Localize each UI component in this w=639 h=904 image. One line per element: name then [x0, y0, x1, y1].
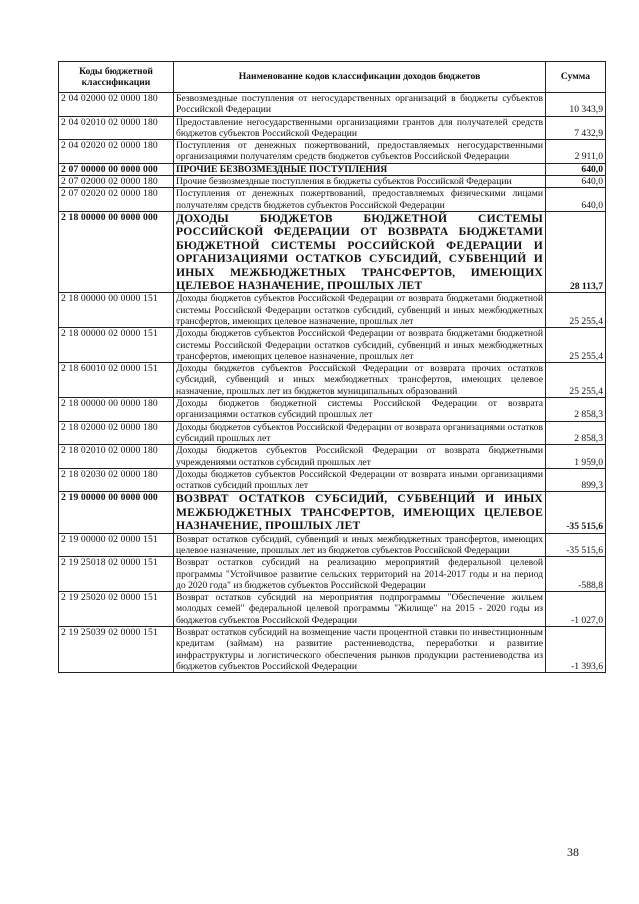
header-sum: Сумма	[546, 62, 606, 93]
row-sum: -35 515,6	[546, 533, 606, 557]
row-code: 2 04 02010 02 0000 180	[59, 116, 174, 140]
row-name: Возврат остатков субсидий на возмещение части процентной ставки по инвестиционным кредитам (займам) на развитие растениеводства, переработки и развитие инфраструктуры и логистического обеспечения рынков продукции растениеводства из бюджетов субъектов Российской Федерации	[174, 627, 546, 673]
row-code: 2 18 00000 00 0000 180	[59, 398, 174, 422]
row-name: Доходы бюджетов субъектов Российской Федерации от возврата прочих остатков субсидий, субвенций и иных межбюджетных трансфертов, имеющих целевое назначение, прошлых лет из бюджетов муниципальных образований	[174, 363, 546, 398]
row-name: Доходы бюджетов субъектов Российской Федерации от возврата бюджетами бюджетной системы Российской Федерации остатков субсидий, субвенций и иных межбюджетных трансфертов, имеющих целевое назначение, прошлых лет	[174, 293, 546, 328]
row-sum: 640,0	[546, 188, 606, 212]
table-row	[59, 293, 606, 328]
row-name: Доходы бюджетов субъектов Российской Федерации от возврата иными организациями остатков субсидий прошлых лет	[174, 468, 546, 492]
table-row	[59, 398, 606, 422]
row-code: 2 07 02020 02 0000 180	[59, 188, 174, 212]
row-name: Возврат остатков субсидий на мероприятия подпрограммы "Обеспечение жильем молодых семей" федеральной целевой программы "Жилище" на 2015 - 2020 годы из бюджетов субъектов Российской Федерации	[174, 592, 546, 627]
table-row	[59, 421, 606, 445]
row-sum: -35 515,6	[546, 492, 606, 533]
row-name: Поступления от денежных пожертвований, предоставляемых физическими лицами получателям средств бюджетов субъектов Российской Федерации	[174, 188, 546, 212]
table-row	[59, 533, 606, 557]
row-sum: 25 255,4	[546, 363, 606, 398]
page-number: 38	[567, 845, 579, 859]
row-sum: 25 255,4	[546, 328, 606, 363]
table-row	[59, 492, 606, 533]
row-name: Прочие безвозмездные поступления в бюджеты субъектов Российской Федерации	[174, 176, 546, 188]
row-sum: 1 959,0	[546, 445, 606, 469]
table-row	[59, 468, 606, 492]
row-sum: 2 858,3	[546, 421, 606, 445]
row-sum: 10 343,9	[546, 93, 606, 117]
row-name: Доходы бюджетов бюджетной системы Российской Федерации от возврата организациями остатков субсидий прошлых лет	[174, 398, 546, 422]
row-code: 2 18 00000 00 0000 000	[59, 211, 174, 292]
row-sum: -1 393,6	[546, 627, 606, 673]
table-row	[59, 627, 606, 673]
row-name: Безвозмездные поступления от негосударственных организаций в бюджеты субъектов Российской Федерации	[174, 93, 546, 117]
row-code: 2 19 25039 02 0000 151	[59, 627, 174, 673]
row-code: 2 19 25020 02 0000 151	[59, 592, 174, 627]
table-row	[59, 188, 606, 212]
row-name: Доходы бюджетов субъектов Российской Федерации от возврата организациями остатков субсидий прошлых лет	[174, 421, 546, 445]
row-sum: -588,8	[546, 557, 606, 592]
row-code: 2 18 02010 02 0000 180	[59, 445, 174, 469]
row-code: 2 18 02030 02 0000 180	[59, 468, 174, 492]
header-name: Наименование кодов классификации доходов бюджетов	[174, 62, 546, 93]
table-row	[59, 93, 606, 117]
row-code: 2 19 00000 02 0000 151	[59, 533, 174, 557]
row-code: 2 18 00000 00 0000 151	[59, 293, 174, 328]
row-code: 2 04 02020 02 0000 180	[59, 140, 174, 164]
table-row	[59, 163, 606, 175]
row-sum: 640,0	[546, 176, 606, 188]
row-name: Поступления от денежных пожертвований, предоставляемых негосударственными организациями получателям средств бюджетов субъектов Российской Федерации	[174, 140, 546, 164]
row-name: ПРОЧИЕ БЕЗВОЗМЕЗДНЫЕ ПОСТУПЛЕНИЯ	[174, 163, 546, 175]
row-sum: -1 027,0	[546, 592, 606, 627]
row-sum: 7 432,9	[546, 116, 606, 140]
row-name: ДОХОДЫ БЮДЖЕТОВ БЮДЖЕТНОЙ СИСТЕМЫ РОССИЙСКОЙ ФЕДЕРАЦИИ ОТ ВОЗВРАТА БЮДЖЕТАМИ БЮДЖЕТНОЙ СИСТЕМЫ РОССИЙСКОЙ ФЕДЕРАЦИИ И ОРГАНИЗАЦИЯМИ ОСТАТКОВ СУБСИДИЙ, СУБВЕНЦИЙ И ИНЫХ МЕЖБЮДЖЕТНЫХ ТРАНСФЕРТОВ, ИМЕЮЩИХ ЦЕЛЕВОЕ НАЗНАЧЕНИЕ, ПРОШЛЫХ ЛЕТ	[174, 211, 546, 292]
row-code: 2 18 02000 02 0000 180	[59, 421, 174, 445]
table-header-row	[59, 62, 606, 93]
row-name: Доходы бюджетов субъектов Российской Федерации от возврата бюджетными учреждениями остатков субсидий прошлых лет	[174, 445, 546, 469]
row-code: 2 18 00000 02 0000 151	[59, 328, 174, 363]
table-row	[59, 557, 606, 592]
table-row	[59, 328, 606, 363]
row-name: Предоставление негосударственными организациями грантов для получателей средств бюджетов субъектов Российской Федерации	[174, 116, 546, 140]
header-code: Коды бюджетной классификации	[59, 62, 174, 93]
row-code: 2 07 02000 02 0000 180	[59, 176, 174, 188]
table-row	[59, 140, 606, 164]
row-sum: 899,3	[546, 468, 606, 492]
table-row	[59, 445, 606, 469]
row-sum: 25 255,4	[546, 293, 606, 328]
row-code: 2 18 60010 02 0000 151	[59, 363, 174, 398]
row-name: Доходы бюджетов субъектов Российской Федерации от возврата бюджетами бюджетной системы Российской Федерации остатков субсидий, субвенций и иных межбюджетных трансфертов, имеющих целевое назначение, прошлых лет	[174, 328, 546, 363]
row-code: 2 19 00000 00 0000 000	[59, 492, 174, 533]
row-code: 2 07 00000 00 0000 000	[59, 163, 174, 175]
row-name: Возврат остатков субсидий на реализацию мероприятий федеральной целевой программы "Устойчивое развитие сельских территорий на 2014-2017 годы и на период до 2020 года" из бюджетов субъектов Российской Федерации	[174, 557, 546, 592]
row-sum: 2 858,3	[546, 398, 606, 422]
table-body	[59, 93, 606, 673]
row-name: ВОЗВРАТ ОСТАТКОВ СУБСИДИЙ, СУБВЕНЦИЙ И ИНЫХ МЕЖБЮДЖЕТНЫХ ТРАНСФЕРТОВ, ИМЕЮЩИХ ЦЕЛЕВОЕ НАЗНАЧЕНИЕ, ПРОШЛЫХ ЛЕТ	[174, 492, 546, 533]
row-code: 2 19 25018 02 0000 151	[59, 557, 174, 592]
budget-codes-table	[58, 61, 606, 673]
table-row	[59, 116, 606, 140]
table-row	[59, 592, 606, 627]
table-row	[59, 176, 606, 188]
row-code: 2 04 02000 02 0000 180	[59, 93, 174, 117]
row-sum: 2 911,0	[546, 140, 606, 164]
row-name: Возврат остатков субсидий, субвенций и иных межбюджетных трансфертов, имеющих целевое назначение, прошлых лет из бюджетов субъектов Российской Федерации	[174, 533, 546, 557]
row-sum: 28 113,7	[546, 211, 606, 292]
table-row	[59, 211, 606, 292]
table-row	[59, 363, 606, 398]
row-sum: 640,0	[546, 163, 606, 175]
